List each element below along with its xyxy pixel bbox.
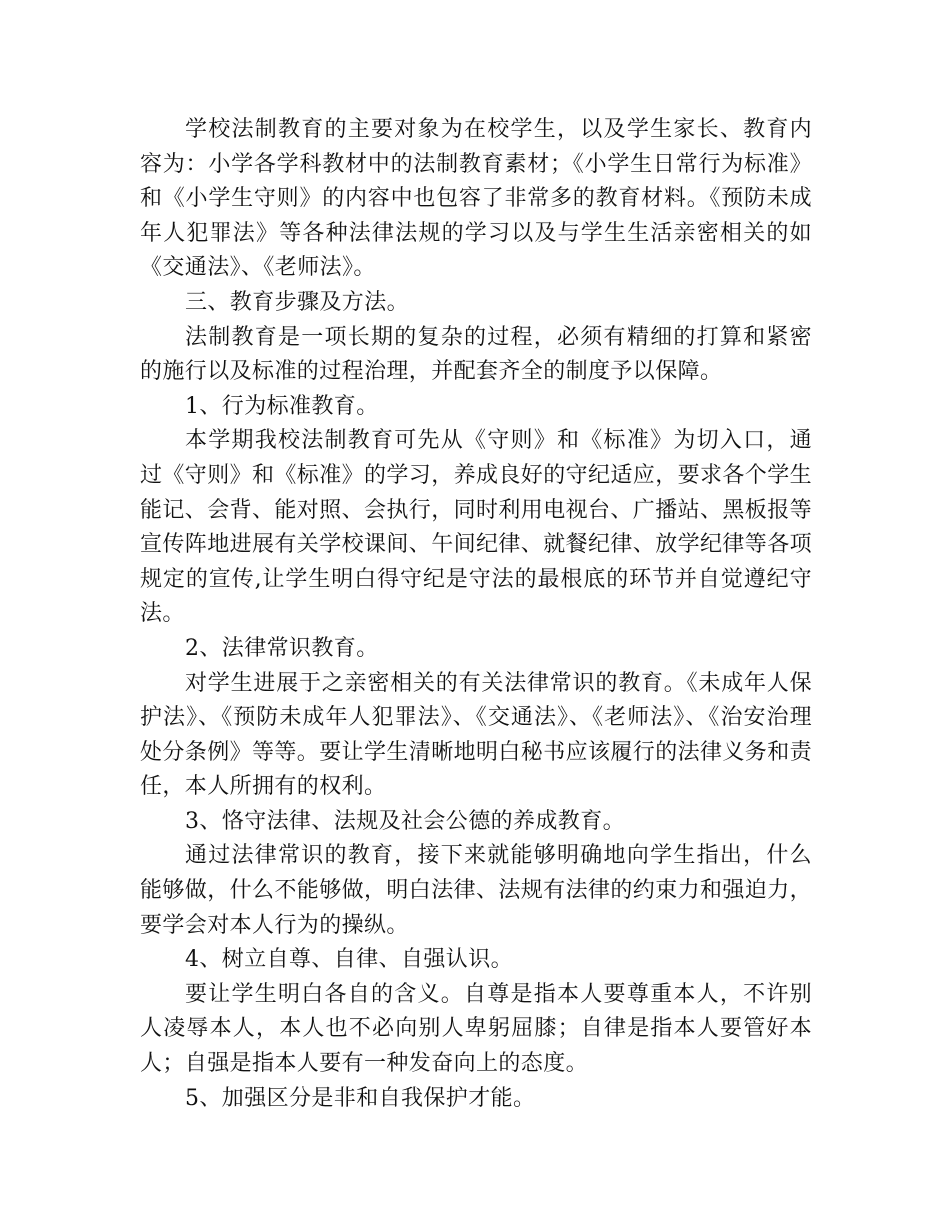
paragraph-behavior-standard: 本学期我校法制教育可先从《守则》和《标准》为切入口，通过《守则》和《标准》的学习，养成良好的守纪适应，要求各个学生能记、会背、能对照、会执行，同时利用电视台、广播站、黑板报等宣传阵地进展有关学校课间、午间纪律、就餐纪律、放学纪律等各项规定的宣传,让学生明白得守纪是守法的最根底的环节并自觉遵纪守法。 [140, 428, 813, 627]
subheading-legal-knowledge: 2、法律常识教育。 [185, 635, 379, 661]
paragraph-obey-law: 通过法律常识的教育，接下来就能够明确地向学生指出，什么能够做，什么不能够做，明白法律、法规有法律的约束力和强迫力，要学会对本人行为的操纵。 [140, 843, 813, 938]
section-heading-steps-methods: 三、教育步骤及方法。 [185, 289, 410, 315]
paragraph-self-respect: 要让学生明白各自的含义。自尊是指本人要尊重本人，不许别人凌辱本人，本人也不必向别人卑躬屈膝；自律是指本人要管好本人；自强是指本人要有一种发奋向上的态度。 [140, 981, 812, 1077]
paragraph-education-content: 学校法制教育的主要对象为在校学生，以及学生家长、教育内容为：小学各学科教材中的法制教育素材；《小学生日常行为标准》和《小学生守则》的内容中也包容了非常多的教育材料。《预防未成年人犯罪法》等各种法律法规的学习以及与学生生活亲密相关的如《交通法》、《老师法》。 [140, 117, 812, 281]
document-body [140, 113, 812, 1116]
subheading-behavior-standard: 1、行为标准教育。 [185, 393, 379, 419]
subheading-self-respect: 4、树立自尊、自律、自强认识。 [185, 947, 513, 973]
subheading-obey-law: 3、恪守法律、法规及社会公德的养成教育。 [185, 808, 625, 834]
paragraph-long-process: 法制教育是一项长期的复杂的过程，必须有精细的打算和紧密的施行以及标准的过程治理，并配套齐全的制度予以保障。 [140, 324, 812, 385]
subheading-self-protection: 5、加强区分是非和自我保护才能。 [185, 1085, 536, 1111]
paragraph-legal-knowledge: 对学生进展于之亲密相关的有关法律常识的教育。《未成年人保护法》、《预防未成年人犯罪法》、《交通法》、《老师法》、《治安治理处分条例》等等。要让学生清晰地明白秘书应该履行的法律义务和责任，本人所拥有的权利。 [140, 670, 813, 800]
